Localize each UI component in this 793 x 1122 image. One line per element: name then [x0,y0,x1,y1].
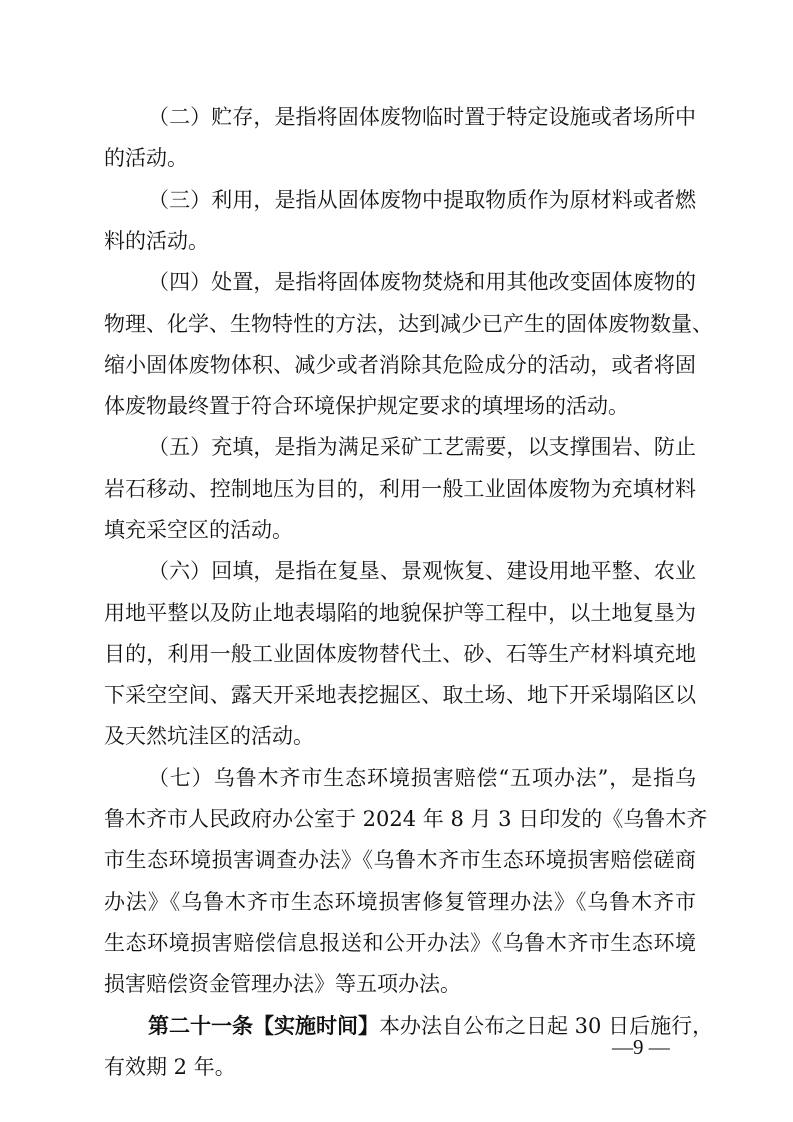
paragraph-4-line-1: （四）处置，是指将固体废物焚烧和用其他改变固体废物的 [148,270,696,294]
article-21-text: 本办法自公布之日起 30 日后施行， [379,1014,714,1038]
paragraph-4-line-2: 物理、化学、生物特性的方法，达到减少已产生的固体废物数量、 [104,312,713,336]
paragraph-7-line-1: （七）乌鲁木齐市生态环境损害赔偿“五项办法”，是指乌 [148,766,696,790]
paragraph-5-line-2: 岩石移动、控制地压为目的，利用一般工业固体废物为充填材料 [104,477,696,501]
paragraph-7-line-2: 鲁木齐市人民政府办公室于 2024 年 8 月 3 日印发的《乌鲁木齐 [104,807,708,831]
paragraph-3-line-1: （三）利用，是指从固体废物中提取物质作为原材料或者燃 [148,188,696,212]
paragraph-5-line-1: （五）充填，是指为满足采矿工艺需要，以支撑围岩、防止 [148,435,696,459]
paragraph-5-line-3: 填充采空区的活动。 [104,518,293,542]
page-number: —9 — [612,1035,670,1059]
paragraph-6-line-5: 及天然坑洼区的活动。 [104,724,314,748]
paragraph-7-line-4: 办法》《乌鲁木齐市生态环境损害修复管理办法》《乌鲁木齐市 [104,890,696,914]
article-21-line-2: 有效期 2 年。 [104,1055,236,1079]
paragraph-7-line-3: 市生态环境损害调查办法》《乌鲁木齐市生态环境损害赔偿磋商 [104,848,696,872]
paragraph-6-line-1: （六）回填，是指在复垦、景观恢复、建设用地平整、农业 [148,559,696,583]
article-21-heading: 第二十一条【实施时间】 [148,1014,379,1038]
paragraph-2-line-2: 的活动。 [104,146,188,170]
paragraph-7-line-5: 生态环境损害赔偿信息报送和公开办法》《乌鲁木齐市生态环境 [104,931,696,955]
paragraph-7-line-6: 损害赔偿资金管理办法》等五项办法。 [104,972,461,996]
paragraph-4-line-4: 体废物最终置于符合环境保护规定要求的填埋场的活动。 [104,394,629,418]
paragraph-6-line-2: 用地平整以及防止地表塌陷的地貌保护等工程中，以土地复垦为 [104,601,696,625]
paragraph-6-line-3: 目的，利用一般工业固体废物替代土、砂、石等生产材料填充地 [104,642,696,666]
paragraph-3-line-2: 料的活动。 [104,229,209,253]
paragraph-6-line-4: 下采空空间、露天开采地表挖掘区、取土场、地下开采塌陷区以 [104,683,696,707]
paragraph-2-line-1: （二）贮存，是指将固体废物临时置于特定设施或者场所中 [148,105,696,129]
paragraph-4-line-3: 缩小固体废物体积、减少或者消除其危险成分的活动，或者将固 [104,353,696,377]
